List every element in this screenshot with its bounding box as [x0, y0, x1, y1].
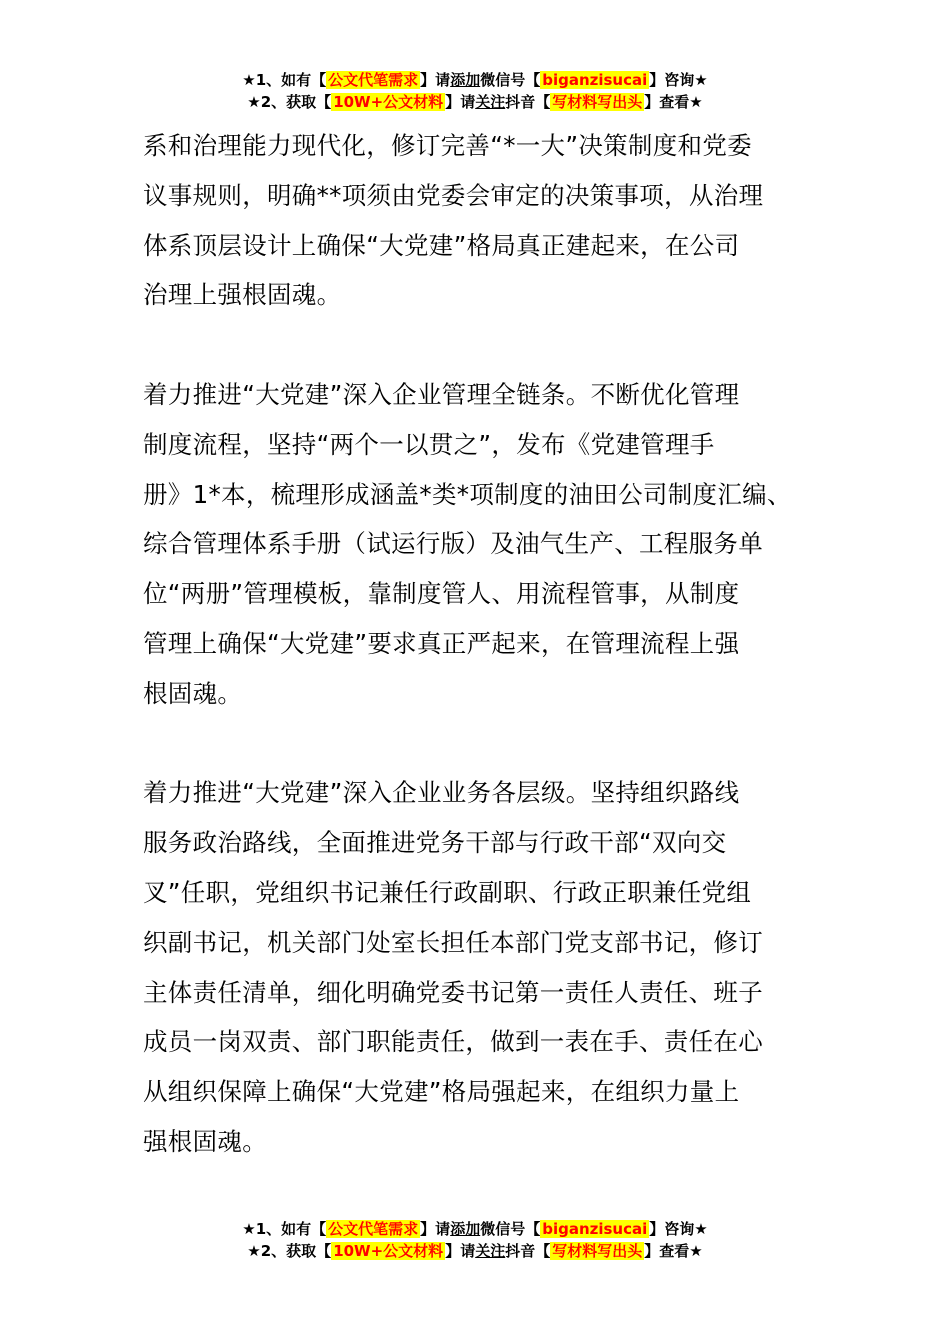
paragraph-spacer [143, 320, 815, 370]
text-line: 册》1*本，梳理形成涵盖*类*项制度的油田公司制度汇编、 [143, 479, 792, 509]
text-line: 根固魂。 [143, 678, 243, 708]
highlight-wechat-id: biganzisucai [542, 1220, 648, 1238]
highlight-materials: 10W+公文材料 [333, 93, 444, 111]
text-line: 议事规则，明确**项须由党委会审定的决策事项，从治理 [143, 180, 764, 210]
banner-text: ★2、获取【 [247, 1242, 332, 1260]
text-line: 位“两册”管理模板，靠制度管人、用流程管事，从制度 [143, 579, 740, 609]
highlight-service: 公文代笔需求 [328, 1220, 419, 1238]
banner-text: 】查看★ [644, 1242, 703, 1260]
highlight-service: 公文代笔需求 [328, 71, 419, 89]
banner-text: 】咨询★ [649, 1220, 708, 1238]
banner-underlined-text: 添加 [450, 1220, 481, 1238]
banner-line-1 [0, 69, 950, 91]
banner-text: 】请 [445, 93, 476, 111]
banner-text: 】查看★ [644, 93, 703, 111]
banner-underlined-text: 关注 [475, 93, 506, 111]
paragraph-governance [143, 121, 815, 320]
text-line: 制度流程，坚持“两个一以贯之”，发布《党建管理手 [143, 429, 715, 459]
text-line: 体系顶层设计上确保“大党建”格局真正建起来，在公司 [143, 230, 740, 260]
footer-banner [0, 1218, 950, 1262]
header-banner [0, 69, 950, 113]
highlight-wechat-id: biganzisucai [542, 71, 648, 89]
text-line: 治理上强根固魂。 [143, 280, 342, 310]
banner-line-2 [0, 1240, 950, 1262]
banner-text: 】请 [420, 71, 451, 89]
banner-text: ★1、如有【 [242, 1220, 327, 1238]
text-line: 从组织保障上确保“大党建”格局强起来，在组织力量上 [143, 1077, 740, 1107]
paragraph-spacer [143, 719, 815, 769]
banner-text: 微信号【 [480, 71, 541, 89]
highlight-materials: 10W+公文材料 [333, 1242, 444, 1260]
text-line: 主体责任清单，细化明确党委书记第一责任人责任、班子 [143, 977, 763, 1007]
text-line: 服务政治路线，全面推进党务干部与行政干部“双向交 [143, 828, 727, 858]
highlight-douyin-account: 写材料写出头 [552, 93, 643, 111]
banner-text: 微信号【 [480, 1220, 541, 1238]
banner-line-1 [0, 1218, 950, 1240]
banner-text: ★1、如有【 [242, 71, 327, 89]
banner-text: 抖音【 [505, 93, 551, 111]
banner-underlined-text: 关注 [475, 1242, 506, 1260]
banner-underlined-text: 添加 [450, 71, 481, 89]
text-line: 着力推进“大党建”深入企业业务各层级。坚持组织路线 [143, 778, 740, 808]
text-line: 织副书记，机关部门处室长担任本部门党支部书记，修订 [143, 927, 763, 957]
banner-text: ★2、获取【 [247, 93, 332, 111]
text-line: 叉”任职，党组织书记兼任行政副职、行政正职兼任党组 [143, 877, 752, 907]
banner-text: 】咨询★ [649, 71, 708, 89]
text-line: 综合管理体系手册（试运行版）及油气生产、工程服务单 [143, 529, 763, 559]
text-line: 系和治理能力现代化，修订完善“*一大”决策制度和党委 [143, 131, 752, 160]
text-line: 管理上确保“大党建”要求真正严起来，在管理流程上强 [143, 628, 740, 658]
text-line: 强根固魂。 [143, 1126, 267, 1156]
document-body [143, 121, 815, 1167]
banner-text: 】请 [420, 1220, 451, 1238]
highlight-douyin-account: 写材料写出头 [552, 1242, 643, 1260]
banner-line-2 [0, 91, 950, 113]
text-line: 着力推进“大党建”深入企业管理全链条。不断优化管理 [143, 379, 740, 409]
paragraph-management [143, 370, 815, 719]
banner-text: 抖音【 [505, 1242, 551, 1260]
banner-text: 】请 [445, 1242, 476, 1260]
paragraph-organization [143, 768, 815, 1166]
text-line: 成员一岗双责、部门职能责任，做到一表在手、责任在心 [143, 1027, 763, 1057]
